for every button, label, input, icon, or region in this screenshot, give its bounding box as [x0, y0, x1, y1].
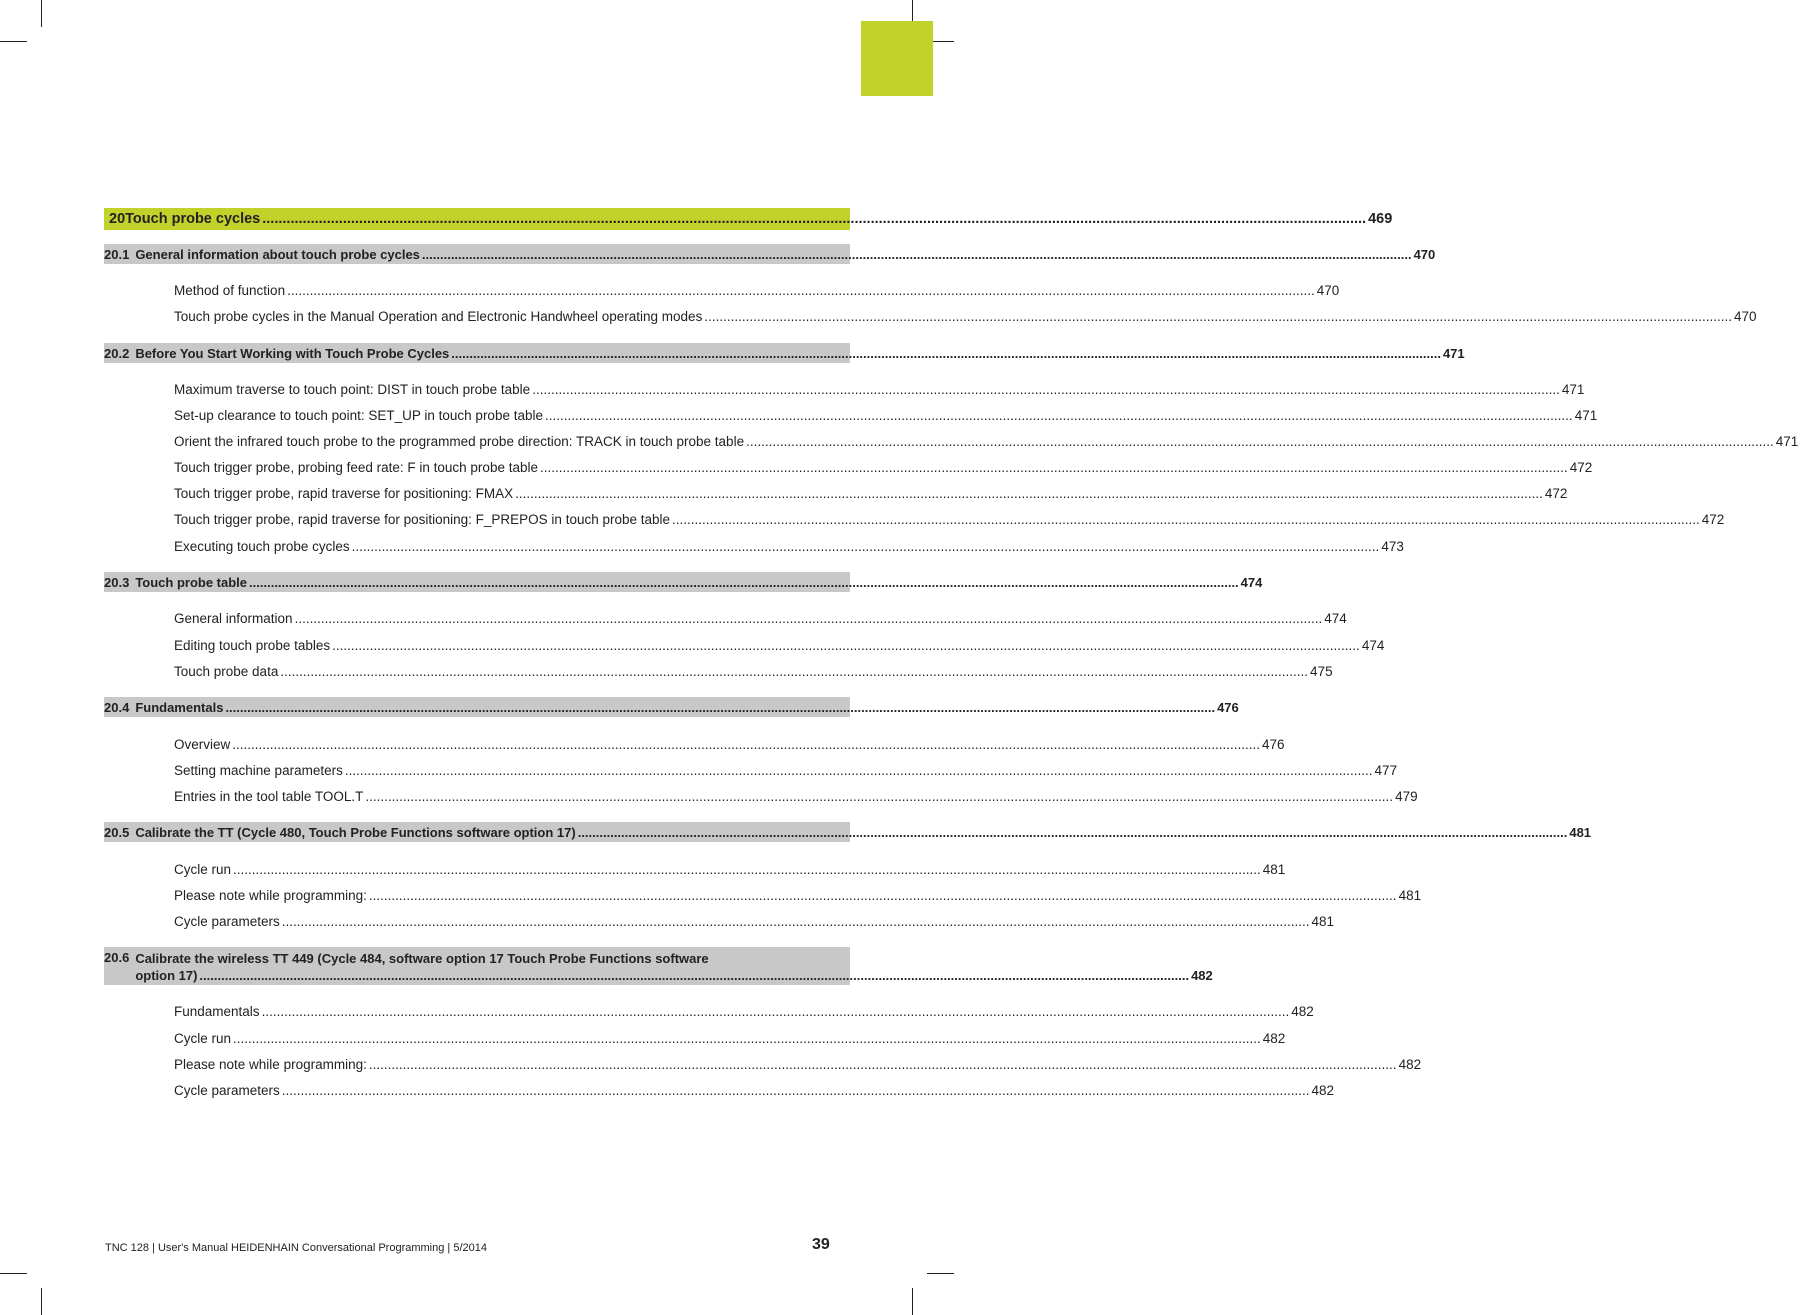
section-number: 20.6: [104, 950, 130, 965]
entry-title: Touch probe cycles in the Manual Operation and Electronic Handwheel operating modes: [174, 308, 703, 324]
leader-dots: [704, 309, 1732, 324]
entry-title: General information: [174, 610, 293, 626]
entry-page: 482: [1262, 1030, 1286, 1046]
entry-title: Orient the infrared touch probe to the programmed probe direction: TRACK in touch probe table: [174, 433, 745, 449]
leader-dots: [282, 914, 1310, 929]
toc-entry[interactable]: [174, 458, 1593, 476]
toc-entry[interactable]: [174, 886, 1422, 904]
entry-title: Overview: [174, 736, 231, 752]
section-number: 20.4: [104, 699, 130, 715]
toc-section-20-5[interactable]: [104, 822, 1592, 842]
toc-entry[interactable]: [174, 1002, 1314, 1020]
toc-entry[interactable]: [174, 406, 1598, 424]
entry-page: 470: [1316, 282, 1340, 298]
toc-entry[interactable]: [174, 537, 1404, 555]
leader-dots: [225, 700, 1215, 715]
entry-page: 476: [1261, 736, 1285, 752]
crop-mark-bottom-right-v: [912, 1288, 913, 1315]
entry-title: Please note while programming:: [174, 887, 367, 903]
section-title: General information about touch probe cycles: [135, 246, 420, 262]
section-title: Touch probe table: [135, 574, 248, 590]
section-title: Calibrate the TT (Cycle 480, Touch Probe Functions software option 17): [135, 824, 576, 840]
footer-text: TNC 128 | User's Manual HEIDENHAIN Conversational Programming | 5/2014: [105, 1242, 487, 1254]
section-number: 20.5: [104, 824, 130, 840]
chapter-number: 20: [109, 211, 126, 227]
leader-dots: [249, 575, 1239, 590]
leader-dots: [282, 1083, 1310, 1098]
crop-mark-bottom-right-h: [927, 1273, 954, 1274]
leader-dots: [232, 737, 1260, 752]
entry-page: 482: [1311, 1082, 1335, 1098]
toc-entry[interactable]: [174, 510, 1725, 528]
leader-dots: [295, 611, 1323, 626]
leader-dots: [365, 789, 1393, 804]
chapter-thumb-tab: [861, 21, 933, 96]
toc-entry[interactable]: [174, 787, 1418, 805]
entry-page: 477: [1374, 762, 1398, 778]
section-page: 476: [1217, 699, 1239, 715]
entry-page: 482: [1398, 1056, 1422, 1072]
section-page: 481: [1569, 824, 1592, 840]
section-title: Fundamentals: [135, 699, 224, 715]
entry-page: 471: [1775, 433, 1799, 449]
entry-page: 481: [1398, 887, 1422, 903]
entry-page: 472: [1569, 459, 1593, 475]
section-title-line-1: Calibrate the wireless TT 449 (Cycle 484, software option 17 Touch Probe Functions software: [135, 951, 709, 966]
entry-page: 474: [1324, 610, 1347, 626]
entry-title: Touch probe data: [174, 663, 279, 679]
entry-title: Cycle parameters: [174, 913, 280, 929]
toc-entry[interactable]: [174, 912, 1335, 930]
toc-entry[interactable]: [174, 761, 1398, 779]
section-number: 20.2: [104, 345, 130, 361]
toc-entry[interactable]: [174, 1081, 1335, 1099]
section-page: 474: [1240, 574, 1263, 590]
section-page: 482: [1191, 968, 1213, 983]
toc-section-20-1[interactable]: [104, 244, 1436, 264]
toc-section-20-6[interactable]: [104, 947, 1213, 985]
entry-title: Cycle parameters: [174, 1082, 280, 1098]
toc-entry[interactable]: [174, 1055, 1422, 1073]
toc-entry[interactable]: [174, 636, 1385, 654]
entry-title: Touch trigger probe, probing feed rate: F in touch probe table: [174, 459, 538, 475]
leader-dots: [515, 486, 1543, 501]
toc-section-20-2[interactable]: [104, 343, 1465, 363]
entry-page: 481: [1262, 861, 1286, 877]
toc-entry[interactable]: [174, 281, 1340, 299]
crop-mark-top-left-v: [41, 0, 42, 27]
entry-title: Fundamentals: [174, 1003, 260, 1019]
entry-page: 474: [1361, 637, 1385, 653]
section-number: 20.3: [104, 574, 130, 590]
chapter-page: 469: [1368, 211, 1393, 227]
entry-title: Setting machine parameters: [174, 762, 343, 778]
entry-page: 472: [1701, 511, 1725, 527]
leader-dots: [369, 888, 1397, 903]
entry-title: Entries in the tool table TOOL.T: [174, 788, 364, 804]
leader-dots: [262, 211, 1366, 227]
leader-dots: [262, 1004, 1290, 1019]
leader-dots: [369, 1057, 1397, 1072]
entry-page: 481: [1311, 913, 1335, 929]
leader-dots: [287, 283, 1315, 298]
entry-title: Cycle run: [174, 861, 232, 877]
entry-page: 471: [1574, 407, 1598, 423]
leader-dots: [332, 638, 1360, 653]
section-title-line-2: option 17): [135, 968, 198, 983]
section-page: 471: [1442, 345, 1465, 361]
page-number: 39: [812, 1236, 830, 1253]
toc-entry[interactable]: [174, 1029, 1286, 1047]
entry-page: 479: [1395, 788, 1418, 804]
toc-entry[interactable]: [174, 662, 1333, 680]
entry-page: 473: [1381, 538, 1404, 554]
entry-title: Method of function: [174, 282, 286, 298]
leader-dots: [746, 434, 1774, 449]
leader-dots: [352, 539, 1380, 554]
section-page: 470: [1413, 246, 1436, 262]
section-number: 20.1: [104, 246, 130, 262]
entry-title: Editing touch probe tables: [174, 637, 331, 653]
leader-dots: [233, 862, 1261, 877]
entry-page: 472: [1544, 485, 1568, 501]
entry-title: Please note while programming:: [174, 1056, 367, 1072]
entry-title: Set-up clearance to touch point: SET_UP in touch probe table: [174, 407, 543, 423]
crop-mark-bottom-left-h: [0, 1273, 27, 1274]
leader-dots: [672, 512, 1700, 527]
toc-chapter-20[interactable]: [104, 208, 1393, 230]
leader-dots: [345, 763, 1373, 778]
leader-dots: [578, 825, 1568, 840]
leader-dots: [199, 967, 1189, 984]
leader-dots: [451, 346, 1441, 361]
entry-title: Executing touch probe cycles: [174, 538, 350, 554]
leader-dots: [280, 664, 1308, 679]
leader-dots: [422, 247, 1412, 262]
toc-section-20-4[interactable]: [104, 697, 1239, 717]
entry-title: Maximum traverse to touch point: DIST in touch probe table: [174, 381, 531, 397]
toc-section-20-3[interactable]: [104, 572, 1263, 592]
entry-title: Touch trigger probe, rapid traverse for positioning: F_PREPOS in touch probe table: [174, 511, 671, 527]
entry-page: 475: [1310, 663, 1333, 679]
chapter-title: Touch probe cycles: [125, 211, 261, 227]
entry-page: 482: [1291, 1003, 1314, 1019]
leader-dots: [233, 1031, 1261, 1046]
leader-dots: [540, 460, 1568, 475]
entry-page: 471: [1561, 381, 1585, 397]
crop-mark-top-left-h: [0, 41, 27, 42]
toc-entry[interactable]: [174, 860, 1286, 878]
leader-dots: [532, 382, 1560, 397]
toc-entry[interactable]: [174, 307, 1757, 325]
entry-title: Cycle run: [174, 1030, 232, 1046]
toc-entry[interactable]: [174, 609, 1347, 627]
leader-dots: [545, 408, 1573, 423]
toc-entry[interactable]: [174, 735, 1285, 753]
toc-entry[interactable]: [174, 484, 1568, 502]
section-title: Before You Start Working with Touch Probe Cycles: [135, 345, 450, 361]
toc-entry[interactable]: [174, 432, 1799, 450]
toc-entry[interactable]: [174, 380, 1585, 398]
entry-page: 470: [1734, 308, 1757, 324]
crop-mark-bottom-left-v: [41, 1288, 42, 1315]
entry-title: Touch trigger probe, rapid traverse for positioning: FMAX: [174, 485, 514, 501]
